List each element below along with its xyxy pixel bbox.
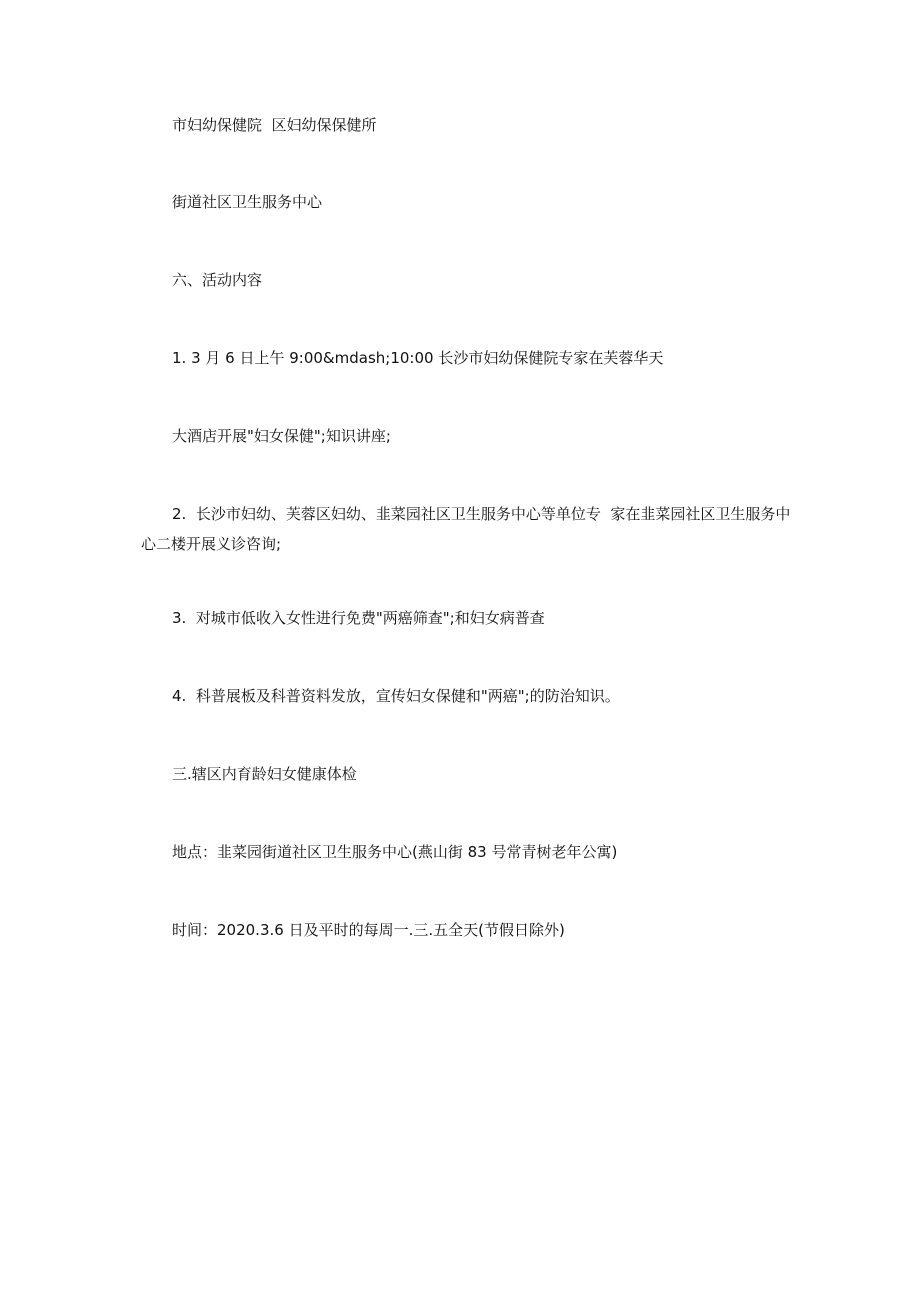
paragraph-location: 地点：韭菜园街道社区卫生服务中心(燕山街 83 号常青树老年公寓) <box>172 843 618 861</box>
paragraph-time: 时间：2020.3.6 日及平时的每周一.三.五全天(节假日除外) <box>172 921 565 939</box>
paragraph-item-3: 3. 对城市低收入女性进行免费"两癌筛查";和妇女病普查 <box>172 609 545 627</box>
paragraph-institutions-2: 街道社区卫生服务中心 <box>172 193 323 211</box>
paragraph-item-2: 2. 长沙市妇幼、芙蓉区妇幼、韭菜园社区卫生服务中心等单位专 家在韭菜园社区卫生服务中心二楼开展义诊咨询; <box>141 505 791 553</box>
paragraph-institutions-1: 市妇幼保健院 区妇幼保保健所 <box>172 116 377 134</box>
paragraph-item-1-continued: 大酒店开展"妇女保健";知识讲座; <box>172 427 391 445</box>
section-heading-health-check: 三.辖区内育龄妇女健康体检 <box>172 765 357 783</box>
paragraph-item-4: 4. 科普展板及科普资料发放，宣传妇女保健和"两癌";的防治知识。 <box>172 687 620 705</box>
section-heading-activity-content: 六、活动内容 <box>172 271 263 289</box>
paragraph-item-1: 1. 3 月 6 日上午 9:00&mdash;10:00 长沙市妇幼保健院专家在芙蓉华天 <box>172 349 664 367</box>
